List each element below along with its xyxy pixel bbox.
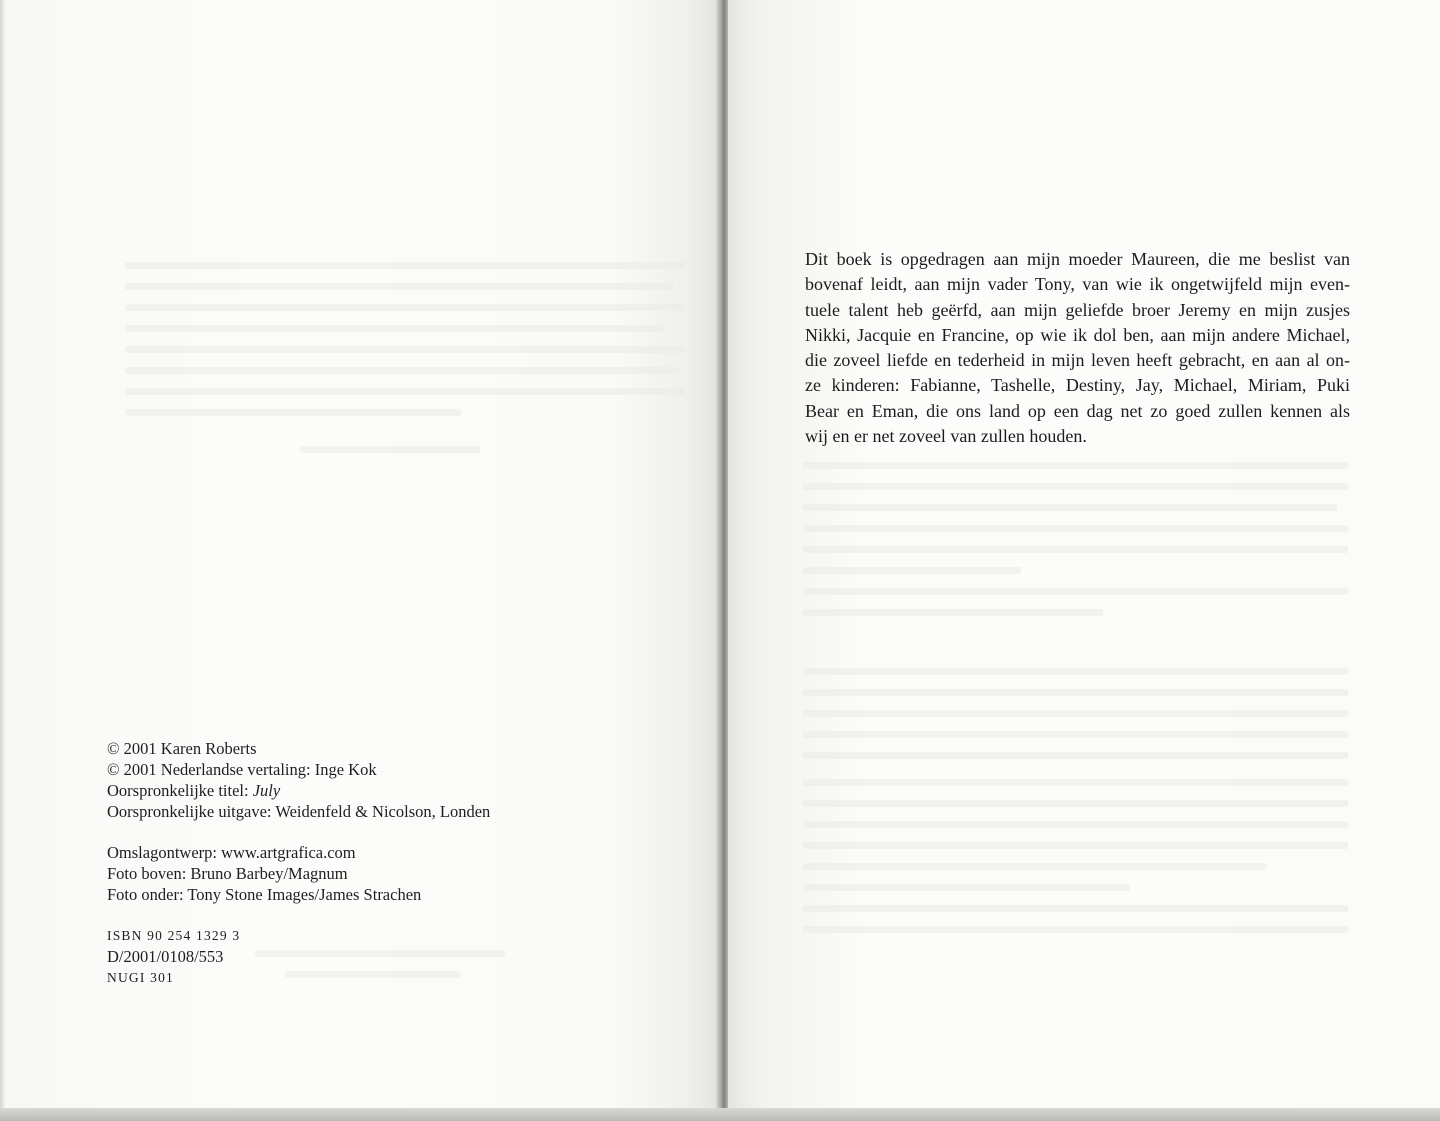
legal-deposit-number: D/2001/0108/553 [107, 947, 224, 966]
photo-top-credit: Foto boven: Bruno Barbey/Magnum [107, 864, 348, 883]
isbn-number: ISBN 90 254 1329 3 [107, 928, 241, 943]
dedication-line: die zoveel liefde en tederheid in mijn leven heeft gebracht, en aan al on- [805, 350, 1350, 371]
original-title-line [107, 780, 627, 801]
photo-bottom-credit: Foto onder: Tony Stone Images/James Strachen [107, 885, 422, 904]
spacer [107, 822, 627, 842]
show-through-texture-top [125, 262, 685, 430]
dedication-line: Dit boek is opgedragen aan mijn moeder Maureen, die me beslist van [805, 249, 1350, 269]
copyright-credits [107, 738, 627, 988]
cover-design-credit: Omslagontwerp: www.artgrafica.com [107, 843, 356, 862]
dedication-line: Nikki, Jacquie en Francine, op wie ik dol ben, aan mijn andere Michael, [805, 324, 1350, 345]
spacer [107, 905, 627, 925]
dedication-line: wij en er net zoveel van zullen houden. [805, 426, 1087, 447]
show-through-texture-right [803, 462, 1348, 630]
dedication-line: ze kinderen: Fabianne, Tashelle, Destiny, Jay, Michael, Miriam, Puki [805, 375, 1350, 396]
copyright-author: © 2001 Karen Roberts [107, 739, 257, 758]
dedication-line: Bear en Eman, die ons land op een dag net zo goed zullen kennen als [805, 400, 1350, 421]
show-through-texture-mid [300, 446, 480, 467]
dedication-line: bovenaf leidt, aan mijn vader Tony, van wie ik ongetwijfeld mijn even- [805, 274, 1350, 295]
original-title-label: Oorspronkelijke titel: [107, 781, 253, 800]
page-edge-shadow [0, 0, 6, 1108]
copyright-translation: © 2001 Nederlandse vertaling: Inge Kok [107, 760, 377, 779]
page-bottom-edge [0, 1108, 1440, 1121]
nugi-code: NUGI 301 [107, 970, 174, 985]
right-page [728, 0, 1440, 1108]
left-page [0, 0, 718, 1108]
dedication-line: tuele talent heb geërfd, aan mijn geliefde broer Jeremy en mijn zusjes [805, 299, 1350, 320]
original-publisher: Oorspronkelijke uitgave: Weidenfeld & Nicolson, Londen [107, 802, 491, 821]
original-title: July [252, 781, 281, 800]
dedication-text [805, 247, 1350, 449]
show-through-texture-right-low [803, 668, 1348, 947]
